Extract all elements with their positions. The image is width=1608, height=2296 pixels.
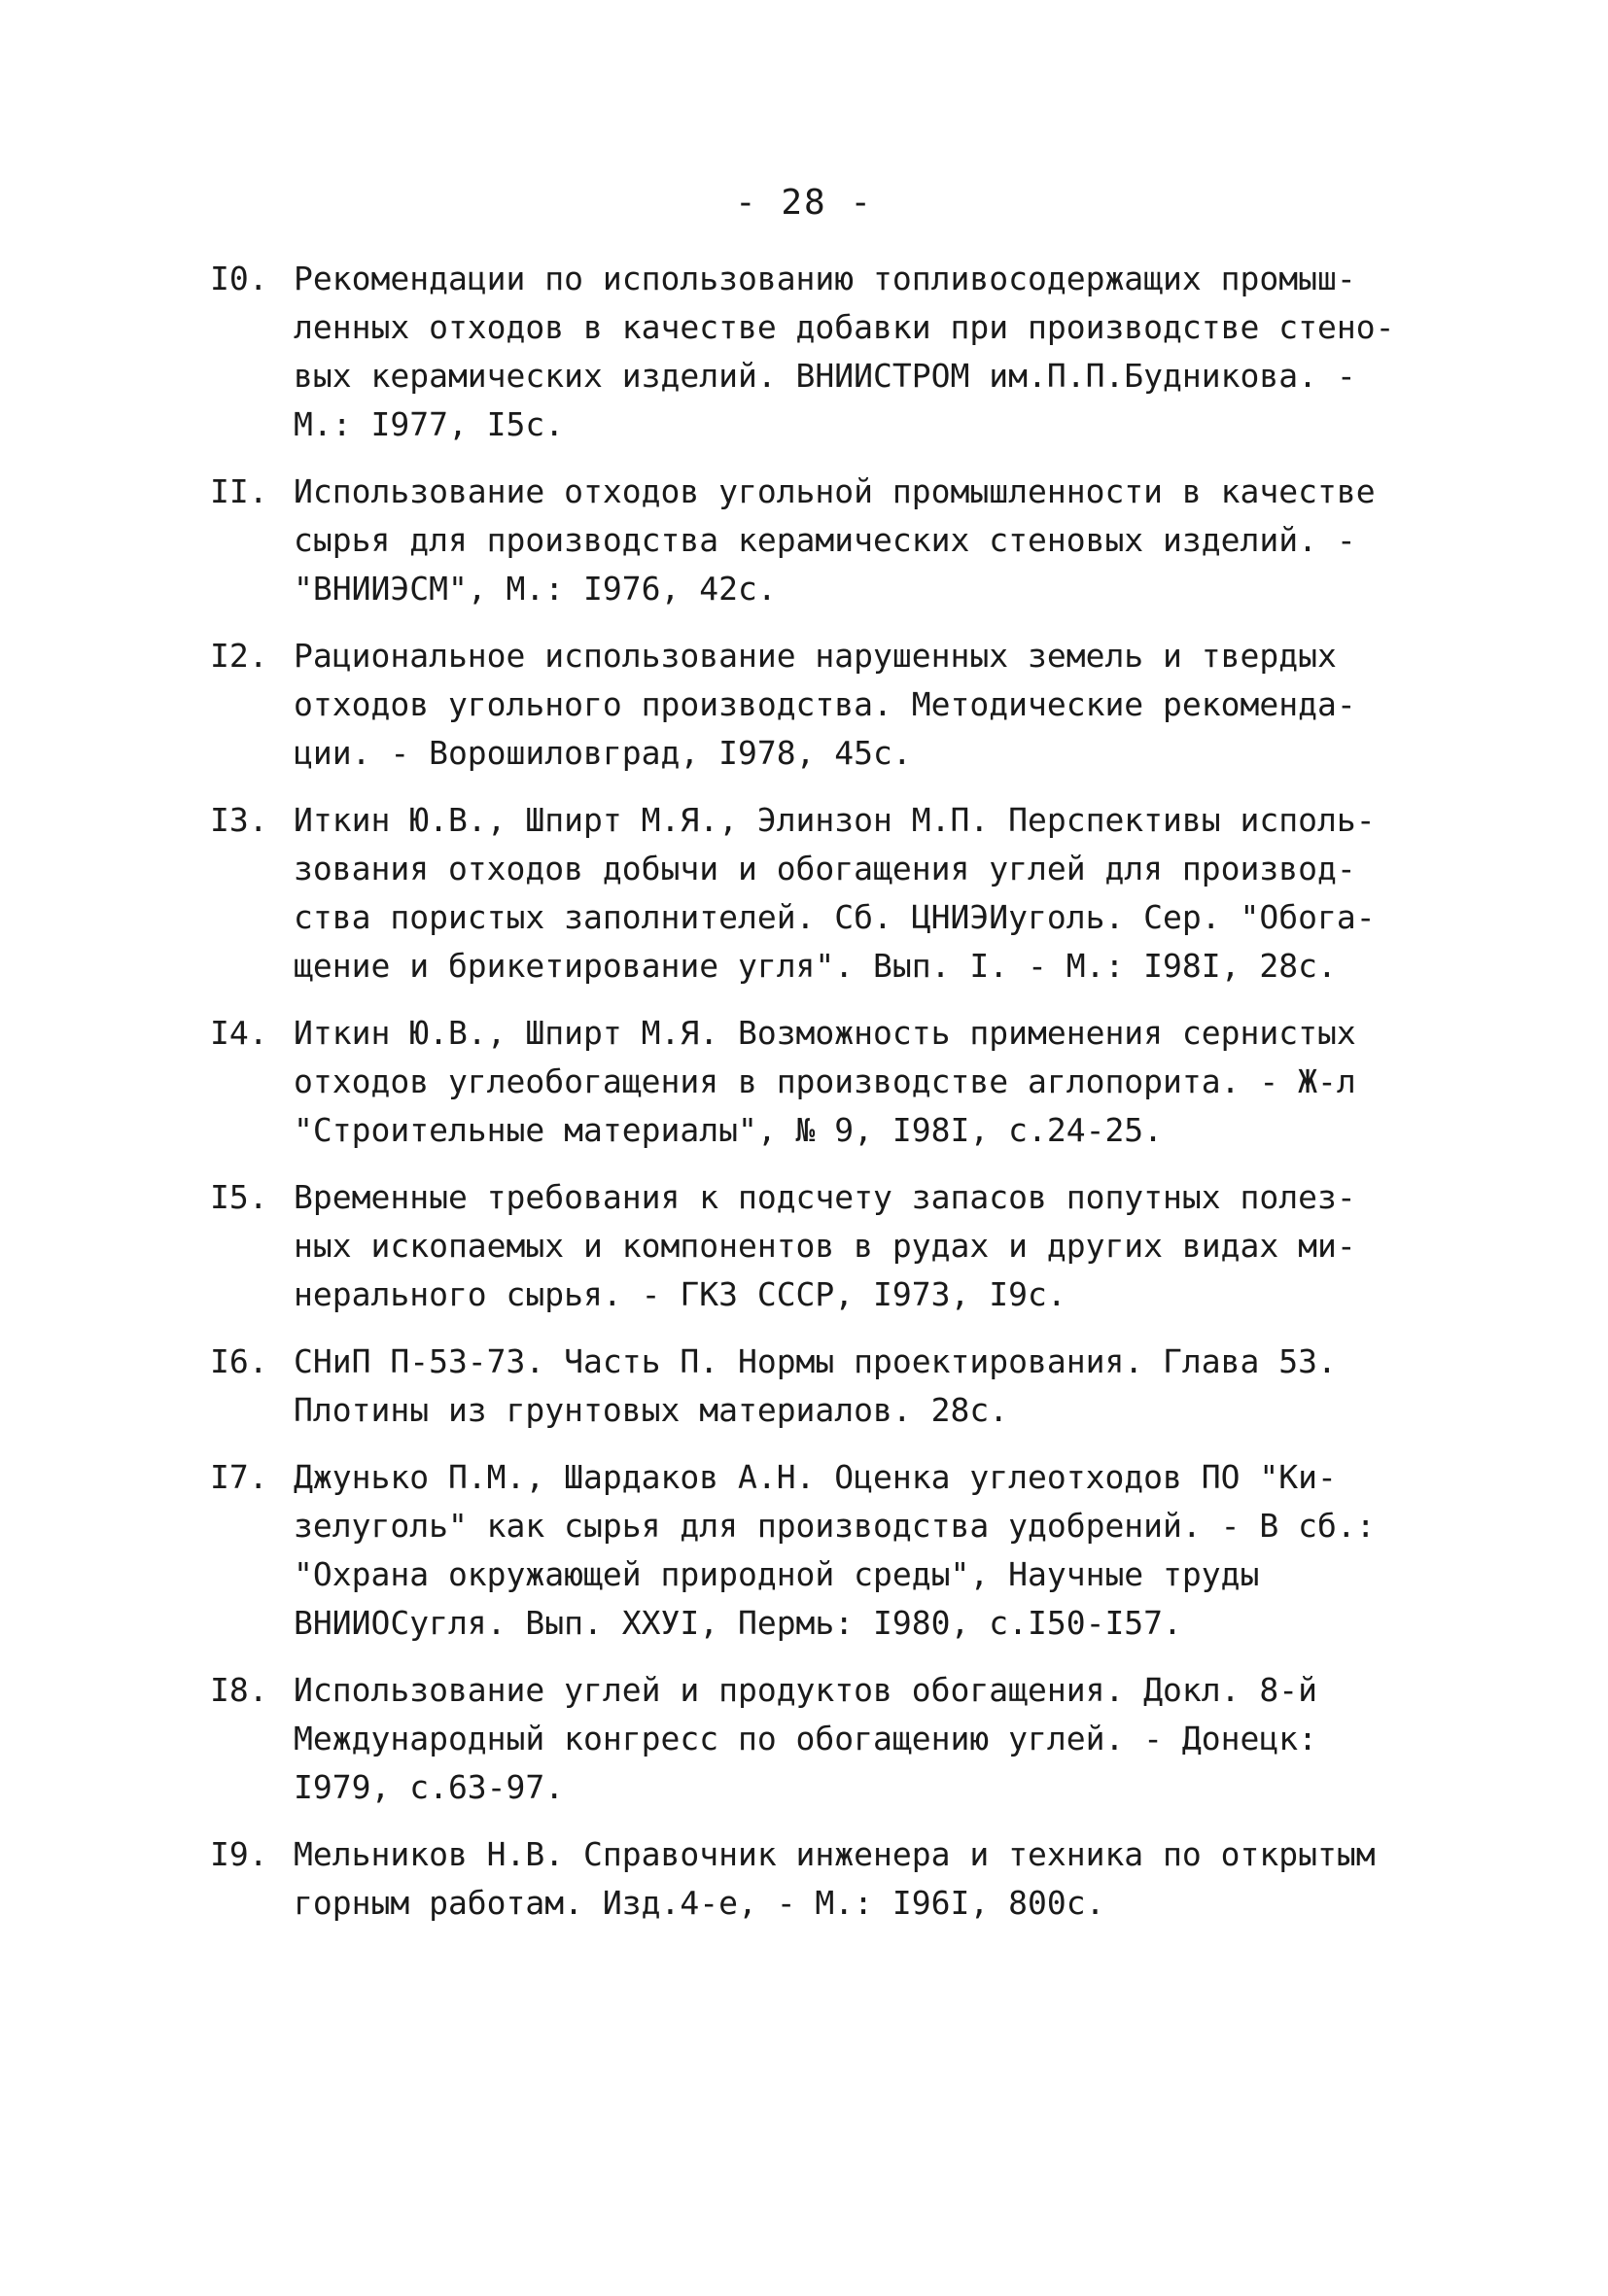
reference-number: I8. bbox=[210, 1671, 268, 1709]
reference-line: сырья для производства керамических стеновых изделий. - bbox=[294, 521, 1356, 559]
reference-line: Джунько П.М., Шардаков А.Н. Оценка углеотходов ПО "Ки- bbox=[294, 1458, 1337, 1496]
reference-line: вых керамических изделий. ВНИИСТРОМ им.П.П.Будникова. - bbox=[294, 357, 1356, 395]
reference-text bbox=[294, 1173, 1474, 1319]
reference-line: I979, с.63-97. bbox=[294, 1768, 565, 1806]
reference-number: II. bbox=[210, 472, 268, 510]
reference-number: I0. bbox=[210, 260, 268, 297]
reference-line: Плотины из грунтовых материалов. 28с. bbox=[294, 1391, 1009, 1429]
reference-line: Рациональное использование нарушенных земель и твердых bbox=[294, 637, 1337, 675]
reference-number: I2. bbox=[210, 637, 268, 675]
reference-item bbox=[210, 796, 1474, 991]
reference-line: "Охрана окружающей природной среды", Научные труды bbox=[294, 1555, 1260, 1593]
reference-line: М.: I977, I5с. bbox=[294, 405, 565, 443]
reference-line: Иткин Ю.В., Шпирт М.Я. Возможность применения сернистых bbox=[294, 1014, 1356, 1052]
reference-item bbox=[210, 468, 1474, 613]
reference-list bbox=[210, 255, 1474, 1946]
reference-text bbox=[294, 1453, 1474, 1648]
reference-line: Международный конгресс по обогащению углей. - Донецк: bbox=[294, 1720, 1317, 1757]
reference-line: Временные требования к подсчету запасов попутных полез- bbox=[294, 1178, 1356, 1216]
reference-item bbox=[210, 1338, 1474, 1435]
reference-line: щение и брикетирование угля". Вып. I. - М.: I98I, 28с. bbox=[294, 947, 1337, 985]
reference-number: I3. bbox=[210, 801, 268, 839]
reference-line: "Строительные материалы", № 9, I98I, с.24-25. bbox=[294, 1111, 1164, 1149]
reference-text bbox=[294, 468, 1474, 613]
reference-line: Мельников Н.В. Справочник инженера и техника по открытым bbox=[294, 1835, 1376, 1873]
reference-line: ства пористых заполнителей. Сб. ЦНИЭИуголь. Сер. "Обога- bbox=[294, 898, 1376, 936]
reference-line: зелуголь" как сырья для производства удобрений. - В сб.: bbox=[294, 1507, 1376, 1545]
reference-item bbox=[210, 1666, 1474, 1812]
reference-line: зования отходов добычи и обогащения углей для производ- bbox=[294, 850, 1356, 887]
reference-text bbox=[294, 632, 1474, 778]
reference-item bbox=[210, 1830, 1474, 1928]
reference-text bbox=[294, 1666, 1474, 1812]
reference-line: "ВНИИЭСМ", М.: I976, 42с. bbox=[294, 570, 777, 608]
reference-number: I4. bbox=[210, 1014, 268, 1052]
reference-item bbox=[210, 1173, 1474, 1319]
reference-item bbox=[210, 1453, 1474, 1648]
reference-line: отходов углеобогащения в производстве аглопорита. - Ж-л bbox=[294, 1062, 1356, 1100]
reference-line: СНиП П-53-73. Часть П. Нормы проектирования. Глава 53. bbox=[294, 1342, 1337, 1380]
reference-text bbox=[294, 1830, 1474, 1928]
reference-text bbox=[294, 1009, 1474, 1155]
reference-line: Рекомендации по использованию топливосодержащих промыш- bbox=[294, 260, 1356, 297]
reference-line: горным работам. Изд.4-е, - М.: I96I, 800с. bbox=[294, 1884, 1105, 1922]
reference-number: I7. bbox=[210, 1458, 268, 1496]
reference-number: I6. bbox=[210, 1342, 268, 1380]
reference-text bbox=[294, 1338, 1474, 1435]
reference-line: Использование углей и продуктов обогащения. Докл. 8-й bbox=[294, 1671, 1317, 1709]
reference-line: отходов угольного производства. Методические рекоменда- bbox=[294, 685, 1356, 723]
reference-line: ных ископаемых и компонентов в рудах и других видах ми- bbox=[294, 1227, 1356, 1265]
page-number: - 28 - bbox=[734, 183, 874, 223]
reference-item bbox=[210, 1009, 1474, 1155]
reference-text bbox=[294, 255, 1474, 449]
reference-line: нерального сырья. - ГКЗ СССР, I973, I9с. bbox=[294, 1275, 1066, 1313]
reference-line: Иткин Ю.В., Шпирт М.Я., Элинзон М.П. Перспективы исполь- bbox=[294, 801, 1376, 839]
reference-line: ВНИИОСугля. Вып. XXУI, Пермь: I980, с.I50-I57. bbox=[294, 1604, 1182, 1642]
reference-item bbox=[210, 632, 1474, 778]
reference-line: ции. - Ворошиловград, I978, 45с. bbox=[294, 734, 912, 772]
reference-line: Использование отходов угольной промышленности в качестве bbox=[294, 472, 1376, 510]
reference-number: I5. bbox=[210, 1178, 268, 1216]
reference-line: ленных отходов в качестве добавки при производстве стено- bbox=[294, 308, 1395, 346]
reference-number: I9. bbox=[210, 1835, 268, 1873]
reference-text bbox=[294, 796, 1474, 991]
reference-item bbox=[210, 255, 1474, 449]
